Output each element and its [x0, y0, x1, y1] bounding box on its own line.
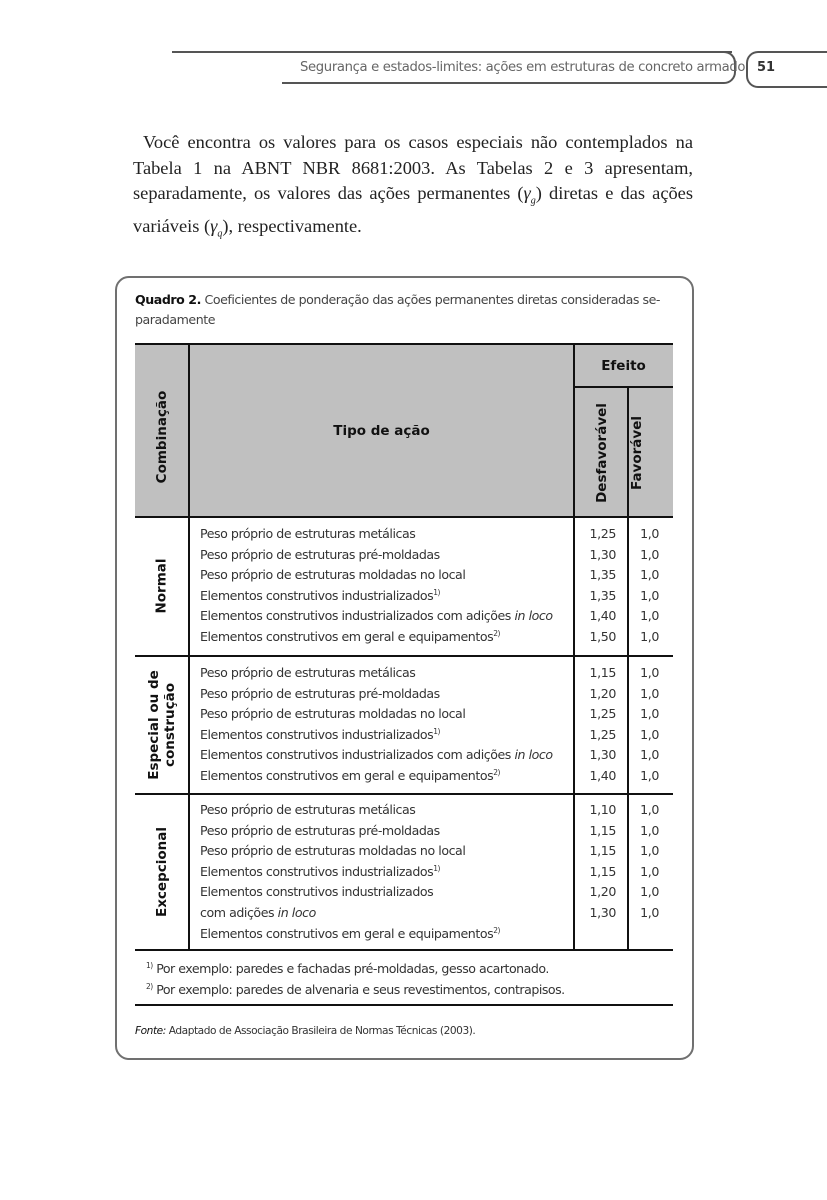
table-row-text: Peso próprio de estruturas pré-moldadas	[200, 685, 440, 701]
table-row-text: Peso próprio de estruturas metálicas	[200, 665, 416, 680]
group-label-excepcional: Excepcional	[154, 826, 171, 918]
gamma-q-symbol: $\gamma_q$	[210, 216, 223, 240]
table-row-text: Elementos construtivos em geral e equipamentos$^{2)}$	[200, 767, 500, 783]
table-row-text: Elementos construtivos em geral e equipamentos$^{2)}$	[200, 925, 500, 941]
paragraph-text-2: ) diretas e das ações variáveis (	[133, 183, 694, 237]
header-bottom-rule	[135, 516, 673, 518]
source-label: Fonte:	[135, 1025, 166, 1037]
group-divider-2	[135, 793, 673, 795]
desfavoravel-values-excepcional: 1,10 1,15 1,15 1,15 1,20 1,30	[589, 802, 616, 920]
group-rows-excepcional	[200, 800, 580, 944]
source-note	[135, 1025, 475, 1037]
paragraph-text-3: ), respectivamente.	[222, 216, 362, 237]
paragraph-text-1: Você encontra os valores para os casos especiais não contemplados na Tabela 1 na ABNT NBR 8681:2003. As Tabelas 2 e 3 apresentam, separadamente, os valores das ações permanentes (	[133, 132, 693, 203]
coefficients-table	[135, 343, 673, 951]
table-row-text: Elementos construtivos industrializados$^{1)}$	[200, 863, 441, 879]
table-row-text: Peso próprio de estruturas moldadas no local	[200, 843, 466, 859]
table-row-text: Elementos construtivos em geral e equipamentos$^{2)}$	[200, 628, 500, 644]
header-combinacao: Combinação	[154, 390, 170, 484]
table-row-text: Peso próprio de estruturas metálicas	[200, 802, 416, 817]
footnote-rule	[135, 1004, 673, 1006]
footnote-2: $^{2)}$ Por exemplo: paredes de alvenaria e seus revestimentos, contrapisos.	[146, 982, 565, 997]
desfavoravel-values-normal: 1,25 1,30 1,35 1,35 1,40 1,50	[589, 526, 616, 644]
group-divider-1	[135, 655, 673, 657]
favoravel-values-excepcional: 1,0 1,0 1,0 1,0 1,0 1,0	[640, 802, 659, 920]
table-top-rule	[135, 343, 673, 345]
table-row-text: Elementos construtivos industrializados com adições in loco	[200, 608, 553, 624]
gamma-g-symbol: $\gamma_g$	[523, 183, 536, 207]
running-header-title: Segurança e estados-limites: ações em estruturas de concreto armado	[300, 60, 746, 75]
footnote-1: $^{1)}$ Por exemplo: paredes e fachadas pré-moldadas, gesso acartonado.	[146, 961, 549, 976]
quadro-label: Quadro 2.	[135, 292, 201, 307]
group-label-especial: Especial ou de construção	[146, 670, 178, 780]
desfavoravel-values-especial: 1,15 1,20 1,25 1,25 1,30 1,40	[589, 665, 616, 783]
table-bottom-rule	[135, 949, 673, 951]
table-row-text: Elementos construtivos industrializados$^{1)}$	[200, 587, 441, 603]
quadro-caption-line1: Coeficientes de ponderação das ações permanentes diretas consideradas se-	[204, 292, 661, 307]
table-row-text: Elementos construtivos industrializados$^{1)}$	[200, 726, 441, 742]
quadro-caption	[135, 290, 675, 330]
header-favoravel: Favorável	[629, 416, 645, 490]
table-row-text: com adições in loco	[200, 904, 316, 920]
table-row-text: Peso próprio de estruturas pré-moldadas	[200, 546, 440, 562]
source-text: Adaptado de Associação Brasileira de Normas Técnicas (2003).	[165, 1025, 476, 1037]
efeito-rule	[574, 386, 673, 388]
header-tipo-de-acao: Tipo de ação	[333, 423, 430, 439]
group-label-normal: Normal	[154, 558, 171, 614]
quadro-caption-line2: paradamente	[135, 312, 216, 327]
table-row-text: Elementos construtivos industrializados	[200, 884, 434, 900]
table-row-text: Peso próprio de estruturas metálicas	[200, 526, 416, 541]
page-number: 51	[757, 60, 776, 75]
table-row-text: Elementos construtivos industrializados com adições in loco	[200, 747, 553, 763]
body-paragraph	[133, 130, 693, 247]
table-row-text: Peso próprio de estruturas moldadas no local	[200, 567, 466, 583]
table-row-text: Peso próprio de estruturas pré-moldadas	[200, 822, 440, 838]
header-efeito: Efeito	[601, 358, 646, 374]
favoravel-values-normal: 1,0 1,0 1,0 1,0 1,0 1,0	[640, 526, 659, 644]
header-desfavoravel: Desfavorável	[594, 403, 610, 503]
group-rows-especial	[200, 663, 580, 787]
table-row-text: Peso próprio de estruturas moldadas no local	[200, 706, 466, 722]
group-rows-normal	[200, 524, 580, 648]
favoravel-values-especial: 1,0 1,0 1,0 1,0 1,0 1,0	[640, 665, 659, 783]
